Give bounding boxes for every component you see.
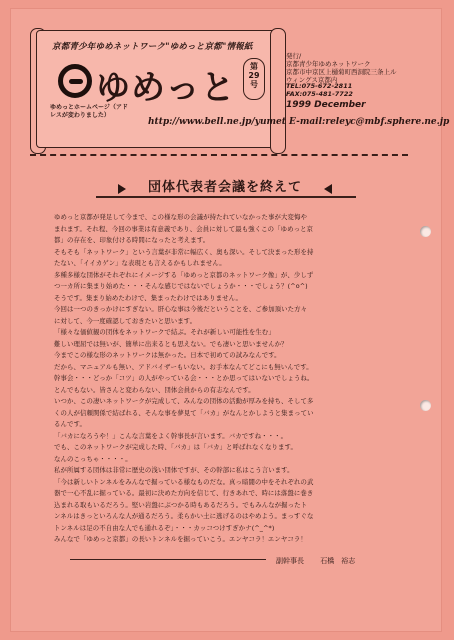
- article-line: たない、「イイカゲン」な表現とも言えるかもしれません。: [54, 259, 226, 267]
- article-line: 器で一心不乱に掘っている。最初に決めた方向を信じて、行きあれで、時には落盤に巻き: [54, 489, 314, 497]
- homepage-label: ゆめっとホームページ（アドレスが変わりました）: [50, 104, 128, 119]
- article-line: 「今は新しいトンネルをみんなで掘っている様なものだな。真っ暗闇の中をそれぞれの武: [54, 477, 314, 486]
- issue-number: 29: [248, 71, 260, 80]
- masthead-subtitle: 京都青少年ゆめネットワーク"ゆめっと京都"情報紙: [52, 42, 253, 52]
- article-line: でも、このネットワークが完成した時、「バカ」は「バカ」と呼ばれなくなります。: [54, 443, 297, 451]
- article-line: まれます。それ程、今回の事業は有意義であり、会員に対して最も強くこの「ゆめっと京: [54, 224, 314, 233]
- article-line: ンネルはきっといろんな人が通るだろう。柔らかい土に逃げるのはやめよう。まっすぐな: [54, 512, 314, 520]
- article-line: 難しい理屈では無いが、簡単に出来るとも思えない。でも凄いと思いませんか？: [54, 339, 288, 348]
- signature-name: 石橋 裕志: [320, 557, 356, 565]
- article-line: ゆめっと京都が発足して今まで、この様な形の会議が持たれていなかった事が大変悔や: [54, 213, 307, 221]
- article-line: 「バカになろうや！」こんな言葉をよく幹事長が言います。バカですね・・・。: [54, 431, 288, 440]
- publisher-info: [286, 52, 406, 84]
- article-body: [54, 212, 406, 546]
- article-line: に対して、今一度確認しておきたいと思います。: [54, 316, 197, 325]
- issue-date: 1999 December: [286, 100, 366, 110]
- article-line: 都」の存在を、印象付ける時間になったと考えます。: [54, 236, 210, 244]
- homepage-url-and-email[interactable]: http://www.bell.ne.jp/yumet E-mail:releyc@mbf.sphere.ne.jp: [148, 117, 450, 127]
- publisher-prefix: 発行/: [286, 52, 302, 60]
- article-line: 多種多様な団体がそれぞれにイメージする「ゆめっと京都のネットワーク像」が、少しず: [54, 270, 314, 279]
- article-line: つ一カ所に集まり始めた・・・そんな感じではないでしょうか・・・でしょう？(^o^): [54, 282, 308, 290]
- issue-number-badge: [243, 58, 265, 100]
- yumet-logo-icon: [58, 64, 92, 98]
- scroll-roll-right-decoration: [270, 28, 286, 154]
- article-line: 私が所属する団体は非常に歴史の浅い団体ですが、その幹部に私はこう言います。: [54, 466, 294, 474]
- publisher-name: 京都青少年ゆめネットワーク: [286, 60, 371, 68]
- publisher-address: 京都市中京区上樋菊町西洞院三条上ル ウィングス京都内: [286, 68, 403, 84]
- article-line: トンネルは足の不自由な人でも通れるぞ」・・・カッコつけすぎかナ(^_^*): [54, 523, 275, 532]
- issue-prefix: 第: [250, 62, 258, 71]
- tel-number: TEL:075-672-2811: [286, 82, 353, 90]
- heading-underline: [96, 196, 356, 198]
- fax-number: FAX:075-481-7722: [286, 90, 353, 98]
- article-line: くの人が信頼関係で結ばれる、そんな事を夢見て「バカ」がなんとかしようと集まってい: [54, 408, 314, 417]
- binder-hole-top: [420, 226, 431, 237]
- article-line: そもそも「ネットワーク」という言葉が非常に幅広く、奥も深い。そして決まった形を持: [54, 247, 314, 256]
- article-line: とんでもない。皆さんと変わらない、団体会員からの有志なんです。: [54, 385, 255, 394]
- contact-info: [286, 82, 406, 98]
- article-signature: [276, 556, 369, 566]
- article-line: 今までこの様な形のネットワークは無かった。日本で初めての試みなんです。: [54, 351, 281, 359]
- article-line: 「様々な価値観の団体をネットワークで結ぶ。それが新しい可能性を生む」: [54, 328, 275, 336]
- article-line: そうです。集まり始めたわけで、集まったわけではありません。: [54, 293, 242, 302]
- article-heading: 団体代表者会議を終えて: [130, 176, 320, 195]
- issue-suffix: 号: [250, 80, 258, 89]
- article-line: なんのこっちゃ・・・・。: [54, 454, 132, 463]
- article-line: 幹事会・・・どっか「コツ」の人がやっている会・・・とか思ってはいないでしょうね。: [54, 374, 314, 382]
- article-line: いつか、この凄いネットワークが完成して、みんなの団体の活動が厚みを持ち、そして多: [54, 397, 314, 405]
- article-line: 込まれる取もいるだろう。堅い岩盤にぶつかる時もあるだろう。でもみんなが掘ったト: [54, 500, 308, 509]
- article-line: だから、マニュアルも無い、アドバイザーもいない。お手本なんてどこにも無いんです。: [54, 362, 313, 371]
- binder-hole-bottom: [420, 400, 431, 411]
- masthead-title: ゆめっと: [96, 68, 236, 108]
- signature-divider: [70, 559, 266, 560]
- signature-role: 副幹事長: [276, 557, 304, 565]
- article-line: るんです。: [54, 420, 86, 428]
- section-divider: [30, 154, 408, 156]
- article-line: みんなで「ゆめっと京都」の長いトンネルを掘っていこう。エンヤコラ！エンヤコラ！: [54, 535, 307, 543]
- article-line: 今回は一つのきっかけにすぎない。肝心な事は今後だということを、ご参加頂いた方々: [54, 305, 308, 313]
